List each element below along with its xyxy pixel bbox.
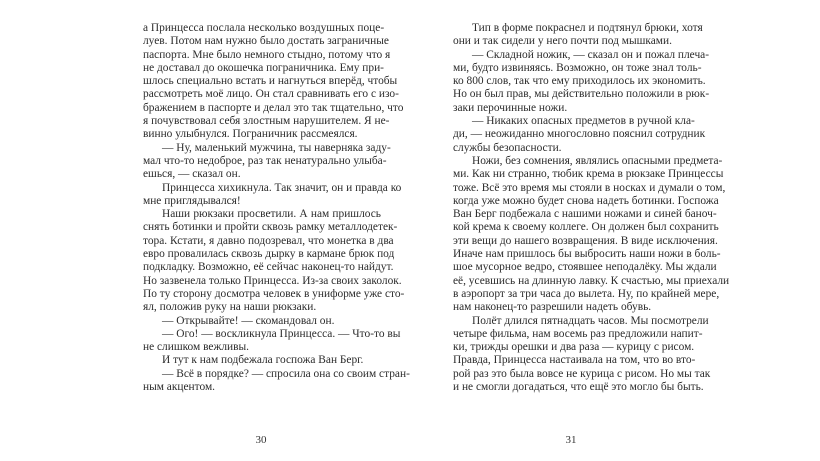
text-line: снять ботинки и пройти сквозь рамку металлодетек-: [143, 221, 398, 234]
paragraph: [143, 315, 381, 328]
left-page-text: [143, 22, 410, 394]
text-line: Но зазвенела только Принцесса. Из-за своих заколок.: [143, 274, 402, 287]
text-line: Принцесса хихикнула. Так значит, он и правда ко: [162, 181, 402, 194]
paragraph: [143, 208, 405, 314]
text-line: бражением в паспорте и делал это так тщательно, что: [143, 101, 404, 114]
text-line: не доставал до окошечка пограничника. Ему при-: [143, 61, 384, 74]
text-line: подкладку. Возможно, её сейчас наконец-то найдут.: [143, 261, 394, 274]
text-line: нам наконец-то разрешили надеть обувь.: [453, 301, 652, 314]
text-line: — Никаких опасных предметов в ручной кла-: [472, 115, 695, 128]
text-line: ки, трижды орешки и два раза — курицу с рисом.: [453, 341, 695, 354]
text-line: ял, положив руку на наши рюкзаки.: [143, 301, 317, 314]
text-line: — Открывайте! — скомандовал он.: [162, 314, 335, 327]
text-line: И тут к нам подбежала госпожа Ван Берг.: [162, 354, 364, 367]
text-line: винно улыбнулся. Пограничник рассмеялся.: [143, 128, 358, 141]
text-line: шлось специально встать и нагнуться вперёд, чтобы: [143, 75, 398, 88]
paragraph: [143, 141, 391, 182]
text-line: я почувствовал себя злостным нарушителем. Я не-: [143, 115, 390, 128]
text-line: ным акцентом.: [143, 381, 216, 394]
text-line: ми, будто извиняясь. Возможно, он тоже знал толь-: [453, 61, 702, 74]
text-line: — Ну, маленький мужчина, ты наверняка заду-: [162, 141, 391, 154]
text-line: шое мусорное ведро, стоявшее неподалёку. Мы ждали: [453, 261, 717, 274]
text-line: её, усевшись на длинную лавку. К счастью, мы приехали: [453, 274, 730, 287]
text-line: Ван Берг подбежала с нашими ножами и синей баноч-: [453, 208, 717, 221]
paragraph: [453, 115, 706, 155]
text-line: евро провалилась сквозь дырку в кармане брюк под: [143, 248, 395, 261]
text-line: ко 800 слов, так что ему приходилось их экономить.: [453, 75, 706, 88]
text-line: По ту сторону досмотра человек в униформе уже сто-: [143, 287, 405, 300]
text-line: Иначе нам пришлось бы выбросить наши ножи в боль-: [453, 248, 721, 261]
text-line: Но он был прав, мы действительно положили в рюк-: [453, 88, 710, 101]
text-line: паспорта. Мне было немного стыдно, потому что я: [143, 48, 391, 61]
text-line: мне приглядывался!: [143, 194, 241, 207]
paragraph: [453, 48, 710, 115]
text-line: ми. Как ни странно, тюбик крема в рюкзаке Принцессы: [453, 168, 724, 181]
text-line: Тип в форме покраснел и подтянул брюки, хотя: [472, 22, 703, 34]
paragraph: [143, 354, 381, 367]
paragraph: [143, 22, 404, 142]
text-line: рассмотреть моё лицо. Он стал сравнивать его с изо-: [143, 88, 399, 101]
right-page-text: [453, 22, 730, 394]
paragraph: [143, 367, 410, 395]
text-line: рой раз это была вовсе не курица с рисом. Но мы так: [453, 367, 711, 380]
text-line: Полёт длился пятнадцать часов. Мы посмотрели: [472, 314, 709, 327]
text-line: мал что-то недоброе, раз так ненатурально улыба-: [143, 154, 387, 167]
text-line: не слишком вежливы.: [143, 341, 249, 354]
text-line: луев. Потом нам нужно было достать заграничные: [143, 35, 389, 48]
paragraph: [453, 314, 711, 395]
text-line: тора. Кстати, я давно подозревал, что монетка в два: [143, 234, 394, 247]
text-line: службы безопасности.: [453, 141, 562, 154]
paragraph: [453, 22, 703, 49]
text-line: и не смогли догадаться, что ещё это могло бы быть.: [453, 381, 704, 394]
text-line: — Ого! — воскликнула Принцесса. — Что-то вы: [162, 327, 401, 340]
text-line: эти вещи до нашего возвращения. В виде исключения.: [453, 234, 718, 247]
text-line: заки перочинные ножи.: [453, 101, 568, 114]
text-line: а Принцесса послала несколько воздушных поце-: [143, 22, 385, 34]
text-line: они и так сидели у него почти под мышками.: [453, 35, 672, 48]
text-line: в аэропорт за три часа до вылета. Ну, по крайней мере,: [453, 287, 720, 300]
paragraph: [143, 181, 402, 209]
text-line: — Всё в порядке? — спросила она со своим стран-: [162, 367, 410, 380]
text-line: — Складной ножик, — сказал он и пожал плеча-: [472, 48, 710, 61]
text-line: Наши рюкзаки просветили. А нам пришлось: [162, 208, 381, 221]
paragraph: [453, 154, 730, 315]
paragraph: [143, 327, 401, 355]
page-number-left: 30: [255, 434, 267, 446]
text-line: ди, — неожиданно многословно пояснил сотрудник: [453, 128, 706, 141]
text-line: ешься, — сказал он.: [143, 168, 241, 181]
text-line: тоже. Всё это время мы стояли в носках и думали о том,: [453, 181, 726, 194]
page-number-right: 31: [565, 434, 577, 446]
text-line: когда уже можно будет снова надеть ботинки. Госпожа: [453, 194, 719, 207]
text-line: кой крема к своему коллеге. Он должен был сохранить: [453, 221, 719, 234]
text-line: Правда, Принцесса настаивала на том, что во вто-: [453, 354, 696, 367]
text-line: Ножи, без сомнения, являлись опасными предмета-: [472, 154, 723, 167]
text-line: четыре фильма, нам восемь раз предложили напит-: [453, 327, 703, 340]
